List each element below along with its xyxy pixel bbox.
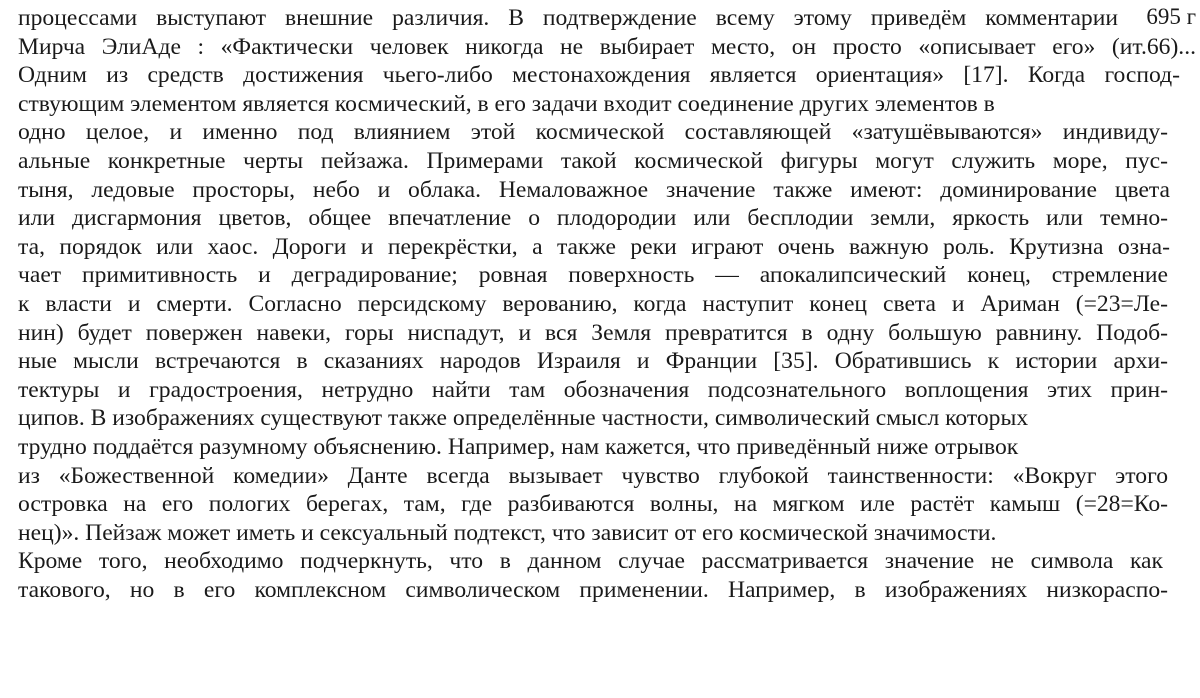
text-line: трудно поддаётся разумному объяснению. Например, нам кажется, что приведённый ниже отрывок xyxy=(18,433,1019,460)
text-line: ствующим элементом является космический, в его задачи входит соединение других элементов в xyxy=(18,90,995,117)
text-line: ципов. В изображениях существуют также определённые частности, символический смысл которых xyxy=(18,405,1029,432)
text-line: из «Божественной комедии» Данте всегда вызывает чувство глубокой таинственности: «Вокруг этого xyxy=(18,462,1168,489)
text-line: такового, но в его комплексном символическом применении. Например, в изображениях низкораспо- xyxy=(18,576,1168,603)
text-line: альные конкретные черты пейзажа. Примерами такой космической фигуры могут служить море, пус- xyxy=(18,147,1168,174)
text-line: нец)». Пейзаж может иметь и сексуальный подтекст, что зависит от его космической значимости. xyxy=(18,519,997,546)
text-line: ные мысли встречаются в сказаниях народов Израиля и Франции [35]. Обратившись к истории архи- xyxy=(18,348,1168,375)
text-line: или дисгармония цветов, общее впечатление о плодородии или бесплодии земли, яркость или темно- xyxy=(18,205,1168,232)
text-line: та, порядок или хаос. Дороги и перекрёстки, а также реки играют очень важную роль. Крутизна озна- xyxy=(18,233,1170,260)
text-line: островка на его пологих берегах, там, где разбиваются волны, на мягком иле растёт камыш (=28=Ко- xyxy=(18,491,1168,518)
text-line: тектуры и градостроения, нетрудно найти там обозначения подсознательного воплощения этих прин- xyxy=(18,376,1168,403)
page-number: 695 г xyxy=(1146,4,1196,29)
text-line: Кроме того, необходимо подчеркнуть, что в данном случае рассматривается значение не символа как xyxy=(18,548,1163,575)
text-line: тыня, ледовые просторы, небо и облака. Немаловажное значение также имеют: доминирование цвета xyxy=(18,176,1170,203)
text-line: Одним из средств достижения чьего-либо местонахождения является ориентация» [17]. Когда господ- xyxy=(18,62,1180,89)
text-line: чает примитивность и деградирование; ровная поверхность — апокалипсический конец, стремление xyxy=(18,262,1168,289)
text-line: процессами выступают внешние различия. В подтверждение всему этому приведём комментарии xyxy=(18,5,1118,31)
text-line: нин) будет повержен навеки, горы ниспадут, и вся Земля превратится в одну большую равнину. Подоб- xyxy=(18,319,1168,346)
text-line: к власти и смерти. Согласно персидскому верованию, когда наступит конец света и Ариман (=23=Ле- xyxy=(18,290,1168,317)
text-line: одно целое, и именно под влиянием этой космической составляющей «затушёвываются» индивиду- xyxy=(18,119,1168,146)
text-line: Мирча ЭлиАде : «Фактически человек никогда не выбирает место, он просто «описывает его» (ит.66)... xyxy=(18,33,1196,60)
